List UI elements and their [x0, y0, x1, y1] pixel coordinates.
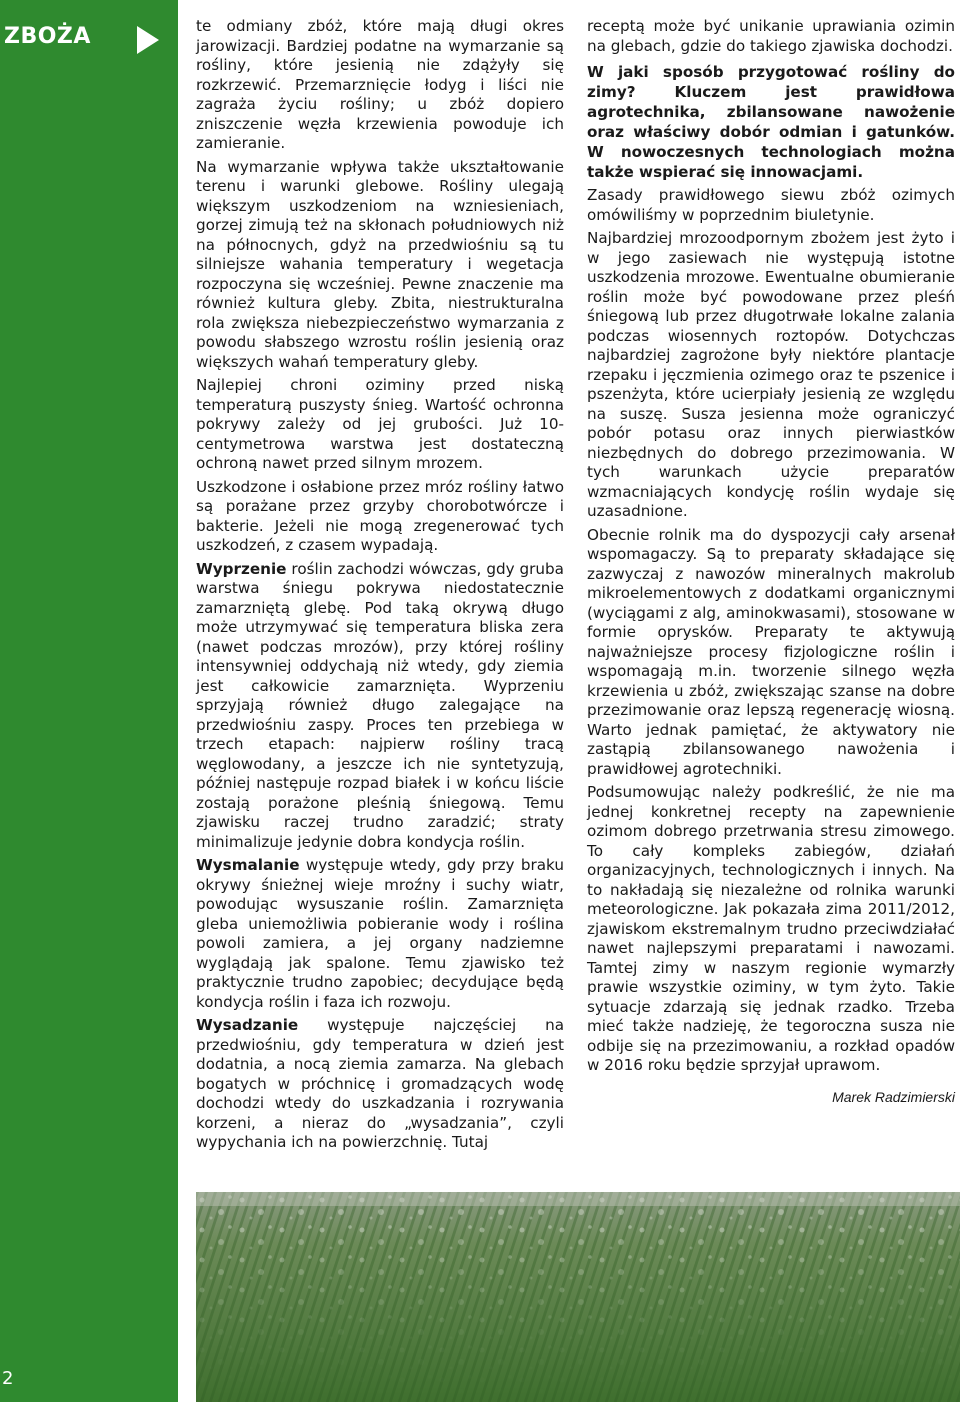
paragraph: Uszkodzone i osłabione przez mróz rośliny łatwo są porażane przez grzyby chorobotwórcze i bakterie. Jeżeli nie mogą zregenerować tych uszkodzeń, z czasem wypadają. [196, 477, 564, 554]
paragraph: Najbardziej mrozoodpornym zbożem jest żyto i w jego zasiewach nie występują istotne uszkodzenia mrozowe. Ewentualne obumieranie roślin może być powodowane przez pleśń śniegową lub przez długotrwałe lokalne zalania podczas wiosennych roztopów. Dotychczas najbardziej zagrożone były niektóre plantacje rzepaku i jęczmienia ozimego oraz te pszenice i pszenżyta, które ucierpiały jesienią ze względu na suszę. Susza jesienna może ograniczyć pobór potasu oraz innych pierwiastków niezbędnych do dobrego przezimowania. W tych warunkach użycie preparatów wzmacniających kondycję roślin wydaje się uzasadnione. [587, 229, 955, 520]
paragraph: Zasady prawidłowego siewu zbóż ozimych omówiliśmy w poprzednim biuletynie. [587, 186, 955, 224]
term-wyprzenie: Wyprzenie [196, 559, 287, 578]
section-title: ZBOŻA [4, 24, 91, 49]
term-wysadzanie: Wysadzanie [196, 1016, 299, 1034]
paragraph-wysadzanie [196, 1016, 564, 1153]
play-arrow-icon [137, 26, 159, 54]
paragraph-wysmalanie [196, 856, 564, 1012]
paragraph: Podsumowując należy podkreślić, że nie ma jednej konkretnej recepty na zapewnienie ozimom dobrego przetrwania stresu zimowego. To cały kompleks zabiegów, działań organizacyjnych, technologicznych i innych. Na to nakładają się niezależne od rolnika warunki meteorologiczne. Jak pokazała zima 2011/2012, zjawiskom ekstremalnym trudno przeciwdziałać nawet najlepszymi preparatami i nawozami. Tamtej zimy w naszym regionie wymarzły prawie wszystkie oziminy, w tym żyto. Takie sytuacje zdarzają się jednak rzadko. Trzeba mieć także nadzieję, że tegoroczna susza nie odbije się na przezimowaniu, a rozkład opadów w 2016 roku będzie sprzyjał uprawom. [587, 783, 955, 1074]
bold-question: W jaki sposób przygotować rośliny do zimy? Kluczem jest prawidłowa agrotechnika, zbilansowane nawożenie oraz właściwy dobór odmian i gatunków. W nowoczesnych technologiach można także wspierać się innowacjami. [587, 63, 955, 181]
winter-crop-field-photo [196, 1192, 960, 1402]
author-signature: Marek Radzimierski [832, 1088, 955, 1105]
right-column [587, 17, 955, 1107]
left-column [196, 17, 564, 1157]
paragraph: Na wymarzanie wpływa także ukształtowanie terenu i warunki glebowe. Rośliny ulegają większym uszkodzeniom na wzniesieniach, gorzej zimują też na skłonach południowych niż na północnych, gdyż na przedwiośniu są tu silniejsze wahania temperatury i wegetacja rozpoczyna się wcześniej. Pewne znaczenie ma również kultura gleby. Zbita, niestrukturalna rola zwiększa niebezpieczeństwo wymarzania z powodu słabszego wzrostu roślin jesienią oraz większych wahań temperatury gleby. [196, 157, 564, 371]
paragraph-wyprzenie [196, 560, 564, 853]
paragraph-text: występuje najczęściej na przedwiośniu, gdy temperatura w dzień jest dodatnia, a nocą ziemia zamarza. Na glebach bogatych w próchnicę i gromadzących wodę dochodzi wtedy do uszkadzania i rozrywania korzeni, a nieraz do „wysadzania”, czyli wypychania ich na powierzchnię. Tutaj [196, 1016, 564, 1151]
paragraph: Najlepiej chroni oziminy przed niską temperaturą puszysty śnieg. Wartość ochronna pokrywy zależy od jej grubości. Już 10-centymetrowa warstwa jest dostateczną ochroną nawet przed silnym mrozem. [196, 376, 564, 472]
paragraph-text: roślin zachodzi wówczas, gdy gruba warstwa śniegu pokrywa niedostatecznie zamarzniętą glebę. Pod taką okrywą długo może utrzymywać się temperatura bliska zera (nawet podczas mrozów), przy której rośliny intensywniej oddychają niż wtedy, gdy ziemia jest całkowicie zamarznięta. Wyprzeniu sprzyjają również długo zalegające na przedwiośniu zaspy. Proces ten przebiega w trzech etapach: najpierw rośliny tracą węglowodany, a jeszcze ich nie syntetyzują, później następuje rozpad białek i w końcu liście zostają porażone pleśnią śniegową. Temu zjawisku raczej trudno zaradzić; straty minimalizuje jedynie dobra kondycja roślin. [196, 559, 564, 851]
paragraph: Obecnie rolnik ma do dyspozycji cały arsenał wspomagaczy. Są to preparaty składające się zazwyczaj z nawozów mineralnych makrolub mikroelementowych z dodatkami organicznymi (wyciągami z alg, aminokwasami), stosowane w formie oprysków. Preparaty te aktywują najważniejsze procesy fizjologiczne roślin i wspomagają m.in. tworzenie silnego węzła krzewienia u zbóż, zwiększając szanse na dobre przezimowanie oraz lepszą regenerację wiosną. Warto jednak pamiętać, że aktywatory nie zastąpią zbilansowanego nawożenia i prawidłowej agrotechniki. [587, 525, 955, 778]
paragraph: te odmiany zbóż, które mają długi okres jarowizacji. Bardziej podatne na wymarzanie są rośliny, które jesienią nie zdążyły się rozkrzewić. Przemarznięcie łodyg i liści nie zagraża życiu rośliny; u zbóż dopiero zniszczenie węzła krzewienia powoduje ich zamieranie. [196, 17, 564, 152]
paragraph: receptą może być unikanie uprawiania ozimin na glebach, gdzie do takiego zjawiska dochodzi. [587, 17, 955, 55]
section-sidebar [0, 0, 178, 1402]
paragraph-text: występuje wtedy, gdy przy braku okrywy śnieżnej wieje mroźny i suchy wiatr, powodując wysuszanie roślin. Zamarznięta gleba uniemożliwia pobieranie wody i roślina powoli zamiera, a jej organy nadziemne wyglądają jak spalone. Temu zjawisko też praktycznie trudno zapobiec; decydujące będą kondycja roślin i faza ich rozwoju. [196, 856, 564, 1011]
term-wysmalanie: Wysmalanie [196, 856, 300, 874]
page-number: 2 [2, 1368, 14, 1389]
